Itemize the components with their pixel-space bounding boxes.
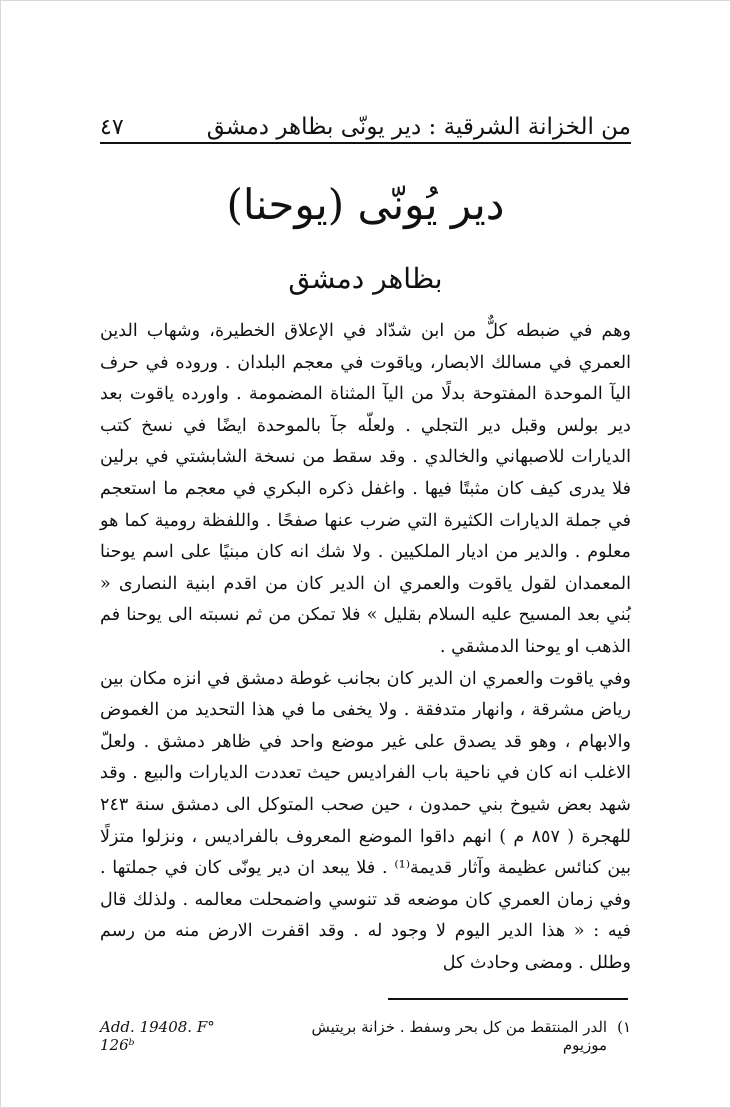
paragraph-1 <box>100 316 631 664</box>
text-line: الملكيين . ولا شك انه كان مبنيًا على اسم يوحنا المعمدان لقول ياقوت والعمري <box>100 542 631 594</box>
text-line: وفي ياقوت والعمري ان الدير كان بجانب غوطة دمشق في انزه مكان بين <box>100 668 631 689</box>
text-line: التي ضرب عنها صفحًا . واللفظة رومية كما هو معلوم . والدير من اديار <box>100 510 631 563</box>
page-number: ٤٧ <box>100 115 124 140</box>
text-line: والابهام ، وهو قد يصدق على غير موضع واحد في ظاهر دمشق . ولعلّ الاغلب <box>100 731 632 784</box>
footnote-text: الدر المنتقط من كل بحر وسفط . خزانة بريتيش موزيوم <box>311 1018 608 1054</box>
header-rule <box>100 142 631 144</box>
text-line: الموحدة المفتوحة بدلًا من اليآ المثناة المضمومة . واورده ياقوت بعد دير بولس <box>100 384 632 436</box>
text-line: والخالدي . وقد سقط من نسخة الشابشتي في برلين فلا يدرى كيف كان مثبتًا <box>100 447 631 499</box>
chapter-subtitle: بظاهر دمشق <box>288 262 443 295</box>
footnote <box>100 1018 631 1054</box>
footnote-rule <box>388 998 628 1000</box>
text-line: انه كان في ناحية باب الفراديس حيث تعددت الديارات والبيع . وقد شهد <box>100 763 631 815</box>
text-line: رياض مشرقة ، وانهار متدفقة . ولا يخفى ما في هذا التحديد من الغموض <box>100 700 631 721</box>
text-line: فيها . واغفل ذكره البكري في معجم ما استعجم في جملة الديارات الكثيرة <box>100 478 631 531</box>
text-line: ان الدير كان من اقدم ابنية النصارى « بُني بعد المسيح عليه السلام بقليل » <box>100 573 632 626</box>
text-line: فلا تمكن من ثم نسبته الى يوحنا فم الذهب او يوحنا الدمشقي . <box>100 605 631 657</box>
text-line: ( ٨٥٧ م ) انهم داقوا الموضع المعروف بالفراديس ، ونزلوا متزلًا بين كنائس <box>100 826 631 879</box>
text-line: وهم في ضبطه كلٌّ من ابن شدّاد في الإعلاق الخطيرة، وشهاب الدين <box>100 321 631 341</box>
body-text <box>100 316 631 979</box>
text-line: عظيمة وآثار قديمة⁽¹⁾ . فلا يبعد ان دير يونّى كان في جملتها . وفي زمان العمري <box>100 858 632 910</box>
chapter-title: دير يُونّى (يوحنا) <box>226 180 505 229</box>
text-line: بعض شيوخ بني حمدون ، حين صحب المتوكل الى دمشق سنة ٢٤٣ للهجرة <box>100 794 631 847</box>
text-line: وقبل دير التجلي . ولعلّه جآ بالموحدة ايضًا في نسخ كتب الديارات للاصبهاني <box>100 415 631 468</box>
footnote-reference: Add. 19408. F° 126ᵇ <box>100 1018 215 1054</box>
paragraph-2 <box>100 664 631 980</box>
running-head <box>100 100 631 140</box>
text-line: كان موضعه قد تنوسي واضمحلت معالمه . ولذلك قال فيه : « هذا الدير اليوم <box>100 889 631 942</box>
text-line: لا وجود له . وقد اقفرت الارض منه من رسم وطلل . ومضى وحادث كل <box>100 921 631 973</box>
text-line: العمري في مسالك الابصار، وياقوت في معجم البلدان . وروده في حرف اليآ <box>100 352 632 405</box>
running-title: من الخزانة الشرقية : دير يونّى بظاهر دمشق <box>206 114 631 140</box>
footnote-marker: ١) <box>617 1018 631 1036</box>
